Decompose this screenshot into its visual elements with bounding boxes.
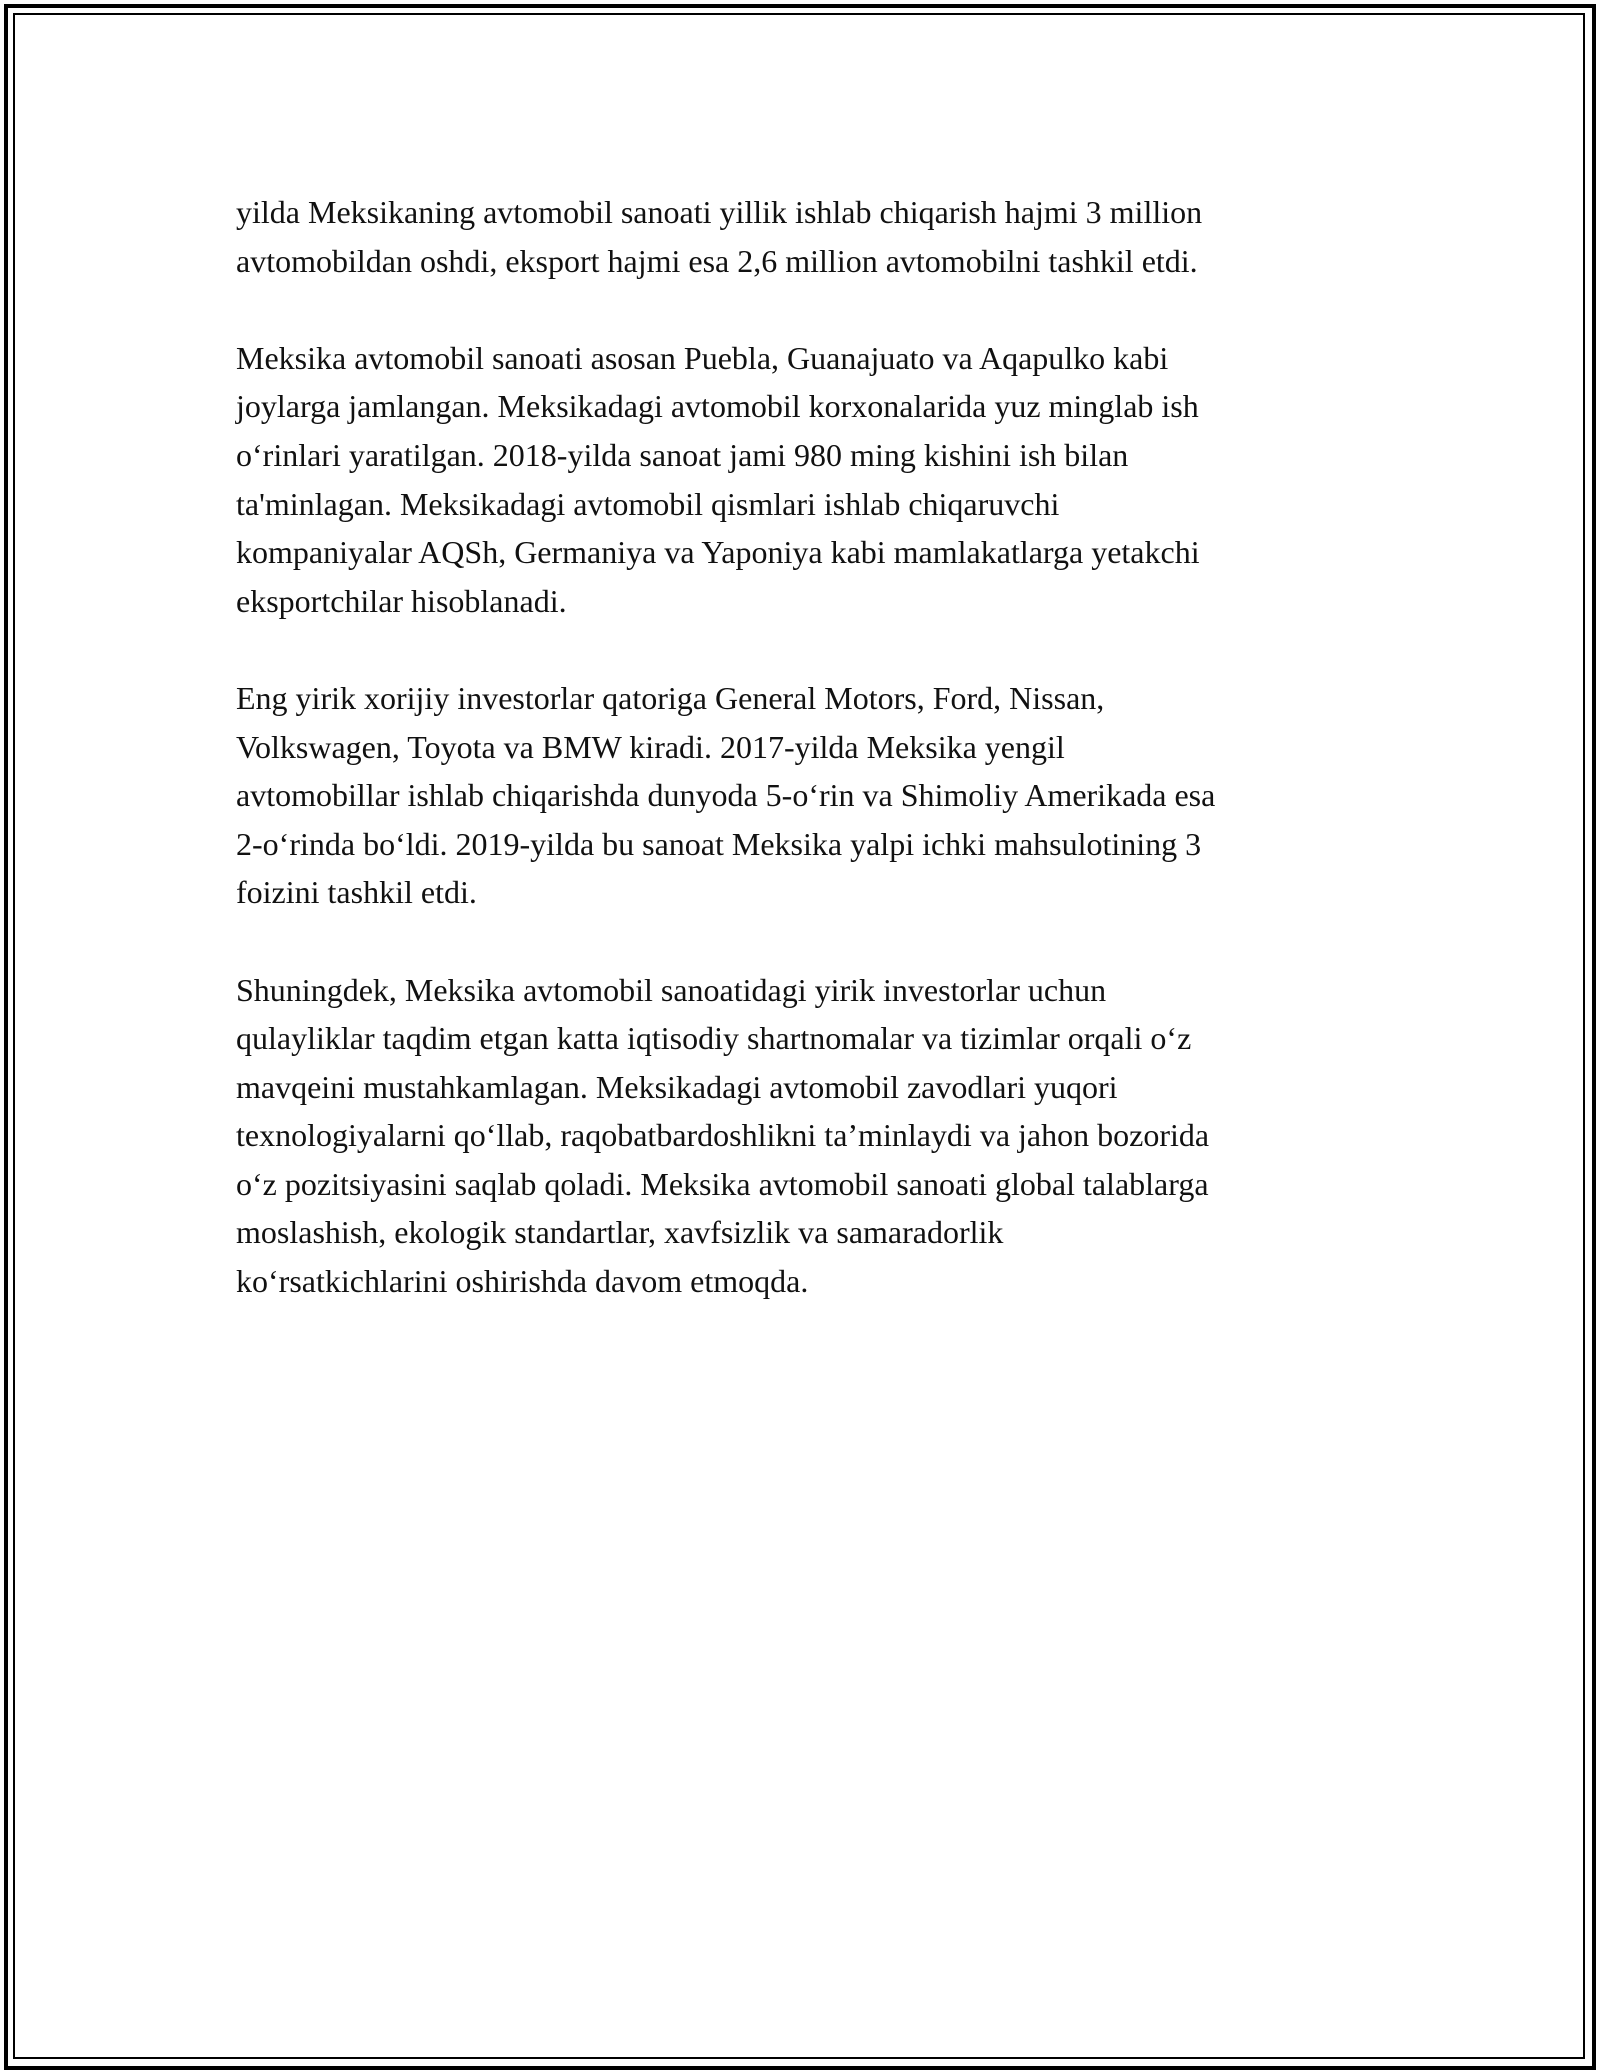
text-line: o‘rinlari yaratilgan. 2018-yilda sanoat jami 980 ming kishini ish bilan xyxy=(236,436,1129,473)
text-line: ko‘rsatkichlarini oshirishda davom etmoqda. xyxy=(236,1263,809,1300)
paragraph-4 xyxy=(236,966,1366,1306)
text-line: foizini tashkil etdi. xyxy=(236,874,477,911)
text-line: ta'minlagan. Meksikadagi avtomobil qismlari ishlab chiqaruvchi xyxy=(236,485,1060,522)
text-line: mavqeini mustahkamlagan. Meksikadagi avtomobil zavodlari yuqori xyxy=(236,1068,1118,1105)
text-line: joylarga jamlangan. Meksikadagi avtomobil korxonalarida yuz minglab ish xyxy=(236,388,1199,425)
paragraph-1 xyxy=(236,188,1366,285)
text-line: kompaniyalar AQSh, Germaniya va Yaponiya kabi mamlakatlarga yetakchi xyxy=(236,534,1200,571)
text-line: moslashish, ekologik standartlar, xavfsizlik va samaradorlik xyxy=(236,1214,1004,1251)
text-line: qulayliklar taqdim etgan katta iqtisodiy shartnomalar va tizimlar orqali o‘z xyxy=(236,1020,1192,1057)
text-line: o‘z pozitsiyasini saqlab qoladi. Meksika avtomobil sanoati global talablarga xyxy=(236,1165,1209,1202)
text-line: 2-o‘rinda bo‘ldi. 2019-yilda bu sanoat Meksika yalpi ichki mahsulotining 3 xyxy=(236,825,1202,862)
paragraph-3 xyxy=(236,674,1366,917)
text-line: Meksika avtomobil sanoati asosan Puebla, Guanajuato va Aqapulko kabi xyxy=(236,339,1169,376)
text-line: texnologiyalarni qo‘llab, raqobatbardoshlikni ta’minlaydi va jahon bozorida xyxy=(236,1117,1210,1154)
text-line: Volkswagen, Toyota va BMW kiradi. 2017-yilda Meksika yengil xyxy=(236,728,1065,765)
text-line: Shuningdek, Meksika avtomobil sanoatidagi yirik investorlar uchun xyxy=(236,971,1107,1008)
text-line: avtomobillar ishlab chiqarishda dunyoda 5-o‘rin va Shimoliy Amerikada esa xyxy=(236,777,1216,814)
paragraph-2 xyxy=(236,334,1366,626)
document-body xyxy=(236,188,1366,1354)
text-line: eksportchilar hisoblanadi. xyxy=(236,582,567,619)
text-line: avtomobildan oshdi, eksport hajmi esa 2,6 million avtomobilni tashkil etdi. xyxy=(236,242,1198,279)
text-line: Eng yirik xorijiy investorlar qatoriga General Motors, Ford, Nissan, xyxy=(236,679,1105,716)
text-line: yilda Meksikaning avtomobil sanoati yillik ishlab chiqarish hajmi 3 million xyxy=(236,194,1203,230)
